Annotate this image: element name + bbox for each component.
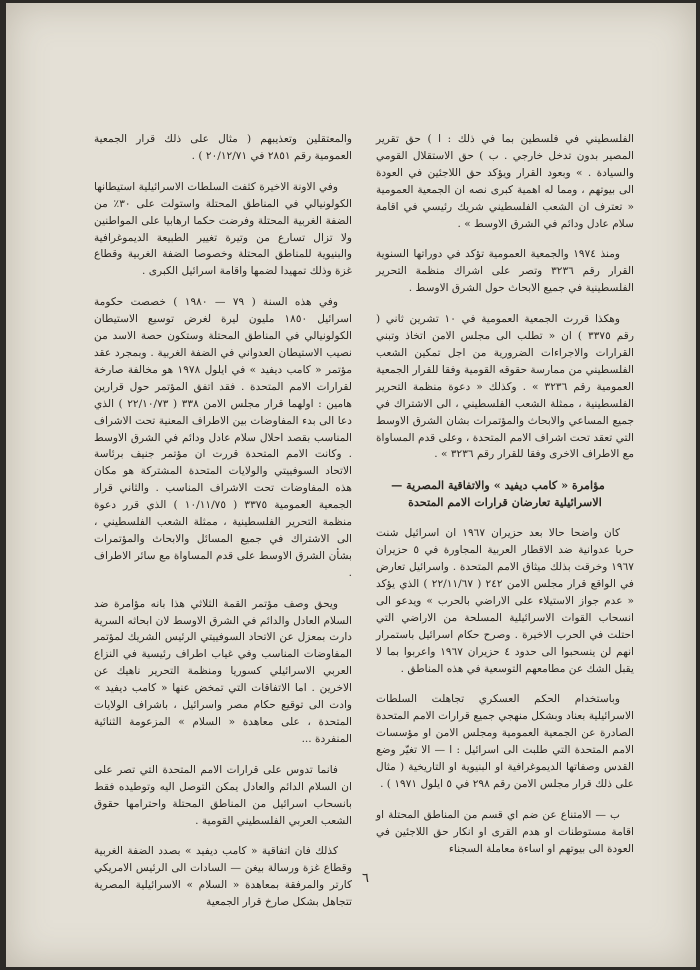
left-column (94, 131, 352, 925)
paragraph: ب — الامتناع عن ضم اي قسم من المناطق المحتلة او اقامة مستوطنات او هدم القرى او انكار حق اللاجئين في العودة الى بيوتهم او اساءة معاملة السجناء (376, 808, 634, 855)
paragraph: وهكذا قررت الجمعية العمومية في ١٠ تشرين ثاني ( رقم ٣٣٧٥ ) ان « تطلب الى مجلس الامن اتخاذ وتبني القرارات والاجراءات الضرورية من اجل تمكين الشعب الفلسطيني من ممارسة حقوقه القومية وفقا للقرار الجمعية العمومية رقم ٣٢٣٦ » . وكذلك « دعوة منظمة التحرير الفلسطينية ، ممثلة الشعب الفلسطيني ، الى الاشتراك في جميع المساعي والابحاث والمؤتمرات بشان الشرق الاوسط التي تعقد تحت اشراف الامم المتحدة ، وعلى قدم المساواة مع الاطراف الاخرى وفقا للقرار رقم ٣٢٣٦ » . (376, 313, 634, 461)
paragraph: وفي الاونة الاخيرة كثفت السلطات الاسرائيلية استيطانها الكولونيالي في المناطق المحتلة واستولت على ٣٠٪ من الضفة الغربية المحتلة وفرضت حكما ارهابيا على المواطنين ولا تزال تسارع من وتيرة تغيير الطبيعة الديموغرافية والبنيوية للمناطق المحتلة وخصوصا الضفة الغربية وقطاع غزة وذلك تمهيدا لضمها واقامة اسرائيل الكبرى . (94, 180, 353, 278)
paragraph: كان واضحا حالا بعد حزيران ١٩٦٧ ان اسرائيل شنت حربا عدوانية ضد الاقطار العربية المجاورة في ٥ حزيران ١٩٦٧ وخرقت بذلك ميثاق الامم المتحدة . واسرائيل تعارض في الواقع قرار مجلس الامن ٢٤٢ ( ٢٢/١١/٦٧ ) الذي يؤكد « عدم جواز الاستيلاء على الاراضي بالحرب » ويدعو الى انسحاب القوات الاسرائيلية المسلحة من الاراضي التي احتلت في الحرب الاخيرة . وصرح حكام اسرائيل باستمرار انهم لن ينسحبوا الى حدود ٤ حزيران ١٩٦٧ واعربوا بما لا يقبل الشك عن مطامعهم التوسعية في هذه المناطق . (376, 527, 634, 675)
paragraph: وباستخدام الحكم العسكري تجاهلت السلطات الاسرائيلية بعناد وبشكل منهجي جميع قرارات الامم المتحدة الصادرة عن الجمعية العمومية ومجلس الامن او مؤسسات الامم المتحدة التي طلبت الى اسرائيل : ا — الا تغيّر وضع القدس وصفاتها الديموغرافية او البنيوية او التاريخية ( مثال على ذلك قرار مجلس الامن رقم ٢٩٨ في ٥ ايلول ١٩٧١ ) . (376, 693, 634, 790)
right-column (376, 131, 634, 872)
paragraph: فانما تدوس على قرارات الامم المتحدة التي تصر على ان السلام الدائم والعادل يمكن التوصل اليه وتوطيده فقط بانسحاب اسرائيل من المناطق المحتلة واحترامها حقوق الشعب العربي الفلسطيني القومية . (94, 763, 352, 827)
section-heading: مؤامرة « كامب ديفيد » والاتفاقية المصرية — الاسرائيلية تعارضان قرارات الامم المتحدة (391, 478, 605, 510)
paragraph: الفلسطيني في فلسطين بما في ذلك : ا ) حق تقرير المصير بدون تدخل خارجي . ب ) حق الاستقلال القومي والسيادة . » وبعود القرار ويؤكد حق اللاجئين في العودة الى بيوتهم ، ومما له اهمية كبرى نصه ان الجمعية العمومية « تعترف ان الشعب الفلسطيني شريك رئيسي في اقامة سلام عادل ودائم في الشرق الاوسط » . (376, 133, 634, 230)
paragraph: ويحق وصف مؤتمر القمة الثلاثي هذا بانه مؤامرة ضد السلام العادل والدائم في الشرق الاوسط لان ابحاثه السرية دارت بمعزل عن الاتحاد السوفييتي الرئيس الشريك لمؤتمر المفاوضات المناسب وفي غياب اطراف رئيسية في النزاع العربي الاسرائيلي كسوريا ومنظمة التحرير ناهيك عن الاخرين . اما الاتفاقات التي تمخض عنها « كامب ديفيد » وادت الى توقيع حكام مصر واسرائيل ، باشراف الولايات المتحدة ، على معاهدة « السلام » المزعومة الثنائية المنفردة ... (94, 597, 352, 745)
page-sheet (6, 3, 696, 967)
page-number: ٦ (362, 871, 369, 886)
paragraph: والمعتقلين وتعذيبهم ( مثال على ذلك قرار الجمعية العمومية رقم ٢٨٥١ في ٢٠/١٢/٧١ ) . (94, 133, 352, 162)
paragraph: كذلك فان اتفاقية « كامب ديفيد » بصدد الضفة الغربية وقطاع غزة ورسالة بيغن — السادات الى الرئيس الامريكي كارتر والمرفقة بمعاهدة « السلام » الاسرائيلية المصرية تتجاهل بشكل صارخ قرار الجمعية (94, 845, 352, 909)
paragraph: ومنذ ١٩٧٤ والجمعية العمومية تؤكد في دوراتها السنوية القرار رقم ٣٢٣٦ وتصر على اشراك منظمة التحرير الفلسطينية في جميع الابحاث حول الشرق الاوسط . (376, 248, 634, 295)
paragraph: وفي هذه السنة ( ٧٩ — ١٩٨٠ ) خصصت حكومة اسرائيل ١٨٥٠ مليون ليرة لغرض توسيع الاستيطان الكولونيالي في المناطق المحتلة وستكون حصة الاسد من نصيب الاستيطان العدواني في الضفة الغربية . وبمجرد عقد مؤتمر « كامب ديفيد » في ايلول ١٩٧٨ هو مخالفة صارخة لقرارات الامم المتحدة . فقد اتفق المؤتمر حول قرارين هامين : اولهما قرار مجلس الامن ٣٣٨ ( ٢٢/١٠/٧٣ ) الذي دعا الى بدء المفاوضات بين الاطراف المعنية تحت الاشراف المناسب بقصد احلال سلام عادل ودائم في الشرق الاوسط . وكانت الامم المتحدة قررت ان مؤتمر جنيف برئاسة الاتحاد السوفييتي والولايات المتحدة المشتركة هو مكان هذه المفاوضات تحت الاشراف المناسب . والثاني قرار الجمعية العمومية ٣٣٧٥ ( ١٠/١١/٧٥ ) الذي قرر دعوة منظمة التحرير الفلسطينية ، ممثلة الشعب الفلسطيني ، الى الاشتراك في جميع المسائل والابحاث والمؤتمرات بشأن الشرق الاوسط على قدم المساواة مع سائر الاطراف . (94, 296, 352, 579)
